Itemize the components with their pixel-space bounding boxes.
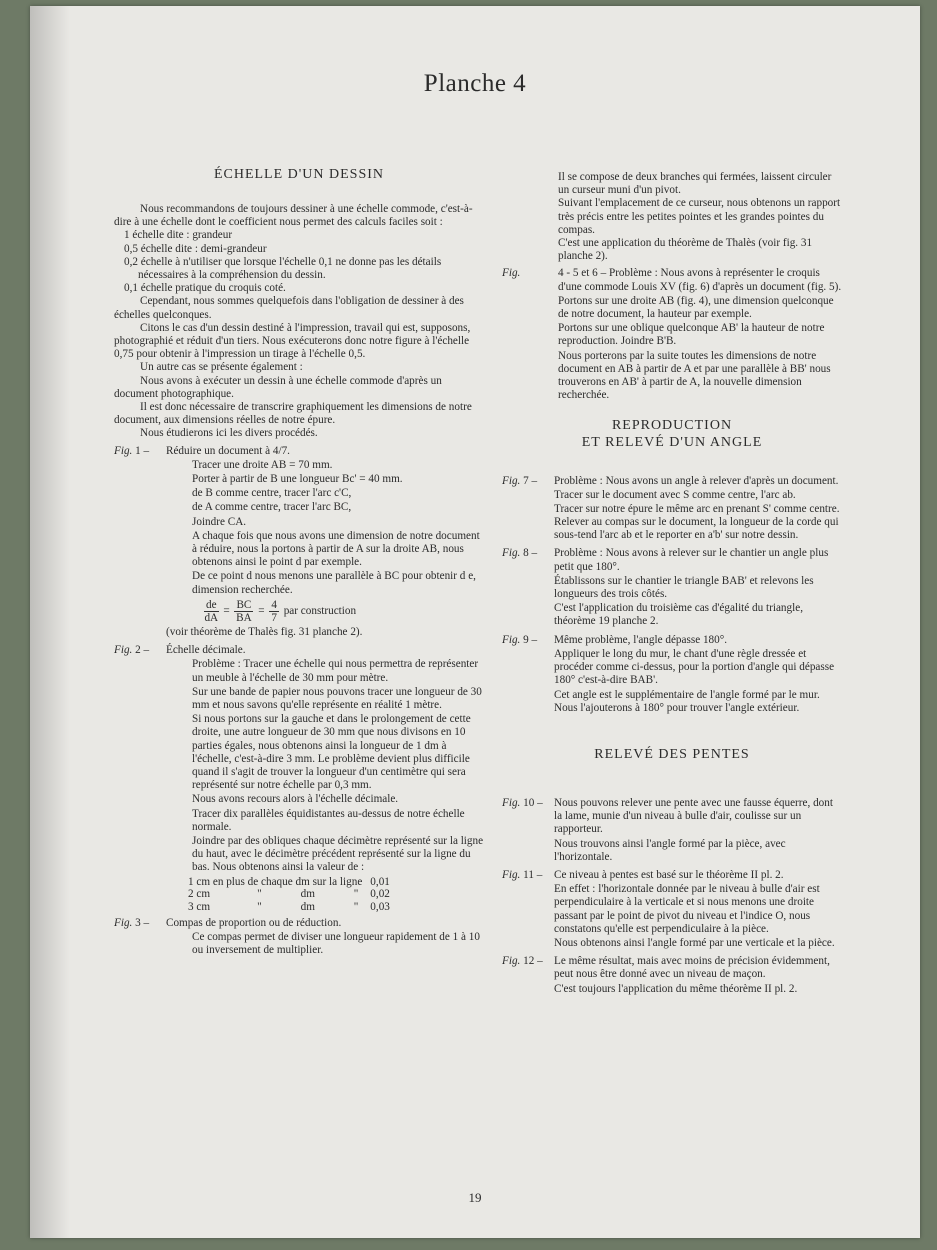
- list-item: 0,5 échelle dite : demi-grandeur: [124, 242, 267, 255]
- paragraph: Il est donc nécessaire de transcrire graphiquement les dimensions de notre document, aux dimensions réelles de notre épure.: [114, 401, 472, 427]
- section-heading-reproduction: [502, 417, 842, 451]
- fig-label: Fig.: [502, 868, 521, 881]
- intro-paragraph: Nous recommandons de toujours dessiner à une échelle commode, c'est-à-dire à une échelle dont le coefficient nous permet des calculs faciles soit :: [114, 203, 473, 229]
- fig-label: Fig.: [502, 475, 521, 488]
- paragraph: C'est toujours l'application du même théorème II pl. 2.: [554, 982, 798, 995]
- frac-den: dA: [204, 611, 219, 624]
- paragraph: Appliquer le long du mur, le chant d'une règle dressée et procéder comme ci-dessus, pour la portion d'angle qui dépasse 180° c'est-à-dire BAB'.: [554, 647, 835, 687]
- fig-label: Fig.: [502, 633, 521, 646]
- table-cell: dm: [300, 900, 315, 913]
- figure-1-block: [114, 445, 484, 640]
- fig-number: 7 –: [523, 475, 538, 488]
- fig-label: Fig.: [502, 955, 521, 968]
- table-cell: 1 cm en plus de chaque dm sur la ligne: [188, 875, 363, 888]
- figure-3-block: [114, 917, 484, 959]
- paragraph: Problème : Tracer une échelle qui nous permettra de représenter un meuble à l'échelle de 30 mm pour mètre.: [192, 658, 479, 684]
- figure-2-block: [114, 644, 484, 913]
- fig-number: 10 –: [523, 796, 543, 809]
- table-row: [184, 876, 394, 889]
- step-line: Porter à partir de B une longueur Bc' = 40 mm.: [192, 473, 403, 486]
- paragraph: Nous avons à exécuter un dessin à une échelle commode d'après un document photographique.: [114, 374, 442, 400]
- fig-heading: Même problème, l'angle dépasse 180°.: [554, 633, 728, 646]
- fig-heading: Le même résultat, mais avec moins de précision évidemment, peut nous être donné avec un niveau de maçon.: [554, 955, 830, 981]
- table-cell: dm: [300, 888, 315, 901]
- table-cell: 0,02: [370, 888, 390, 901]
- table-cell: 2 cm: [188, 888, 211, 901]
- paragraph: Tracer dix parallèles équidistantes au-dessus de notre échelle normale.: [192, 807, 465, 833]
- fig-heading: Nous pouvons relever une pente avec une fausse équerre, dont la lame, munie d'un niveau à bulle d'air, coulisse sur un rapporteur.: [554, 796, 833, 836]
- page-number: 19: [468, 1190, 482, 1205]
- fig-number: 8 –: [523, 547, 538, 560]
- paragraph: Nous trouvons ainsi l'angle formé par la pièce, avec l'horizontale.: [554, 837, 786, 863]
- list-item: 0,2 échelle à n'utiliser que lorsque l'échelle 0,1 ne donne pas les détails nécessaires à la compréhension du dessin.: [124, 255, 442, 282]
- paragraph: Citons le cas d'un dessin destiné à l'impression, travail qui est, supposons, photographié et réduit d'un tiers. Nous exécuterons donc notre figure à l'échelle 0,75 pour obtenir à l'impression un tirage à l'échelle 0,5.: [114, 321, 471, 361]
- fig-label: Fig.: [114, 644, 133, 657]
- paragraph: Nous étudierons ici les divers procédés.: [140, 427, 318, 440]
- frac-den: BA: [236, 611, 252, 624]
- figure-11-block: [502, 869, 842, 951]
- figure-8-block: [502, 547, 842, 629]
- fig-number: 9 –: [523, 633, 538, 646]
- step-line: Tracer une droite AB = 70 mm.: [192, 458, 333, 471]
- paragraph: Tracer sur notre épure le même arc en prenant S' comme centre. Relever au compas sur le document, la longueur de la corde qui sous-tend l'arc ab et le reporter en a'b' sur notre dessin.: [554, 502, 840, 542]
- fig-heading: Problème : Nous avons à relever sur le chantier un angle plus petit que 180°.: [554, 547, 829, 573]
- table-row: [184, 888, 394, 901]
- formula-tail: par construction: [283, 604, 357, 617]
- paragraph: Suivant l'emplacement de ce curseur, nous obtenons un rapport très précis entre les petites pointes et les grandes pointes du compas.: [558, 197, 841, 236]
- frac-num: 4: [271, 598, 277, 611]
- paragraph: Nous porterons par la suite toutes les dimensions de notre document en AB à partir de A et par une parallèle à BB' nous trouverons en AB' à partir de A, la nouvelle dimension recherchée.: [558, 349, 831, 402]
- fig-label: Fig.: [502, 796, 521, 809]
- paragraph: C'est l'application du troisième cas d'égalité du triangle, théorème 19 planche 2.: [554, 602, 803, 628]
- figure-4-5-6-block: [502, 267, 842, 403]
- table-cell: 3 cm: [188, 900, 211, 913]
- table-cell: ": [353, 888, 359, 901]
- paragraph: Cet angle est le supplémentaire de l'angle formé par le mur. Nous l'ajouterons à 180° pour trouver l'angle extérieur.: [554, 688, 820, 714]
- paragraph: Il se compose de deux branches qui fermées, laissent circuler un curseur muni d'un pivot.: [558, 171, 832, 197]
- step-line: Joindre CA.: [192, 515, 247, 528]
- figure-10-block: [502, 797, 842, 865]
- table-row: [184, 901, 394, 914]
- frac-den: 7: [271, 611, 277, 624]
- paragraph: C'est une application du théorème de Thalès (voir fig. 31 planche 2).: [558, 237, 813, 263]
- paragraph: Cependant, nous sommes quelquefois dans l'obligation de dessiner à des échelles quelconques.: [114, 295, 464, 321]
- fig-heading: Réduire un document à 4/7.: [166, 444, 290, 457]
- fig-heading: Compas de proportion ou de réduction.: [166, 917, 342, 930]
- fig-heading: Ce niveau à pentes est basé sur le théorème II pl. 2.: [554, 868, 784, 881]
- list-item: 1 échelle dite : grandeur: [124, 229, 233, 242]
- table-cell: 0,03: [370, 900, 390, 913]
- fig-label: Fig.: [114, 444, 133, 457]
- fig-number: 2 –: [135, 644, 150, 657]
- right-column: [502, 171, 842, 997]
- paragraph: De ce point d nous menons une parallèle à BC pour obtenir d e, dimension recherchée.: [192, 570, 476, 596]
- fig-label: Fig.: [502, 547, 521, 560]
- paragraph: Nous avons recours alors à l'échelle décimale.: [192, 793, 399, 806]
- left-column: [114, 166, 484, 959]
- fig-heading: Échelle décimale.: [166, 644, 246, 657]
- paragraph: En effet : l'horizontale donnée par le niveau à bulle d'air est perpendiculaire à la verticale et si nous menons une droite passant par le point de pivot du niveau et l'indice O, nous constatons qu'elle est perpendiculaire à la pièce.: [554, 883, 820, 935]
- table-cell: 0,01: [370, 875, 390, 888]
- page-title: Planche 4: [423, 70, 527, 97]
- book-page: [30, 6, 920, 1238]
- ratio-formula: $\frac{de}{dA}$ = $\frac{BC}{BA}$ = $\frac{4}{7}$ par construction: [204, 598, 357, 624]
- paragraph: Nous obtenons ainsi l'angle formé par une verticale et la pièce.: [554, 936, 835, 949]
- scale-value-table: [184, 876, 394, 914]
- paragraph: Sur une bande de papier nous pouvons tracer une longueur de 30 mm et nous savons qu'elle représente en réalité 1 mètre.: [192, 685, 482, 711]
- fig-heading: Problème : Nous avons à représenter le croquis d'une commode Louis XV (fig. 6) d'après un document (fig. 5).: [558, 267, 842, 293]
- heading-line: REPRODUCTION: [611, 418, 733, 434]
- fig-number: 1 –: [135, 444, 150, 457]
- figure-12-block: [502, 955, 842, 997]
- paragraph: Joindre par des obliques chaque décimètre représenté sur la ligne du haut, avec le décimètre précédent représenté sur la ligne du bas. Nous obtenons ainsi la valeur de :: [192, 834, 484, 874]
- frac-num: BC: [236, 598, 252, 611]
- section-heading-echelle: ÉCHELLE D'UN DESSIN: [213, 167, 385, 182]
- frac-num: de: [206, 598, 217, 611]
- table-cell: ": [257, 888, 262, 901]
- step-line: de A comme centre, tracer l'arc BC,: [192, 501, 352, 514]
- step-line: de B comme centre, tracer l'arc c'C,: [192, 487, 352, 500]
- fig-label: Fig.: [502, 267, 521, 280]
- section-heading-pentes: RELEVÉ DES PENTES: [594, 746, 750, 762]
- fig-number: 12 –: [523, 955, 543, 968]
- table-cell: ": [257, 900, 262, 913]
- fig-number: 3 –: [135, 917, 150, 930]
- paragraph: Portons sur une droite AB (fig. 4), une dimension quelconque de notre document, la hauteur par exemple.: [558, 294, 834, 321]
- paragraph: Ce compas permet de diviser une longueur rapidement de 1 à 10 ou inversement de multiplier.: [192, 931, 480, 957]
- table-cell: ": [353, 900, 359, 913]
- fig-number: 4 - 5 et 6 –: [558, 267, 607, 280]
- fig-heading: Problème : Nous avons un angle à relever d'après un document. Tracer sur le document avec S comme centre, l'arc ab.: [554, 475, 839, 501]
- paragraph: Un autre cas se présente également :: [140, 361, 303, 374]
- paragraph: A chaque fois que nous avons une dimension de notre document à réduire, nous la portons à partir de A sur la droite AB, nous obtenons ainsi le point d par exemple.: [192, 529, 480, 569]
- paragraph: Portons sur une oblique quelconque AB' la hauteur de notre reproduction. Joindre B'B.: [558, 322, 825, 348]
- figure-9-block: [502, 634, 842, 716]
- heading-line: ET RELEVÉ D'UN ANGLE: [581, 435, 763, 451]
- reference: (voir théorème de Thalès fig. 31 planche 2).: [166, 625, 363, 638]
- fig-number: 11 –: [523, 868, 543, 881]
- paragraph: Si nous portons sur la gauche et dans le prolongement de cette droite, une autre longueur de 30 mm que nous divisons en 10 parties égales, nous obtenons ainsi la longueur de 1 dm à l'échelle, c'est-à-dire 3 mm. Le problème devient plus difficile quand il s'agit de trouver la longueur d'un centimètre qui sera représenté sur notre échelle par 0,3 mm.: [192, 713, 471, 792]
- list-item: 0,1 échelle pratique du croquis coté.: [124, 282, 286, 295]
- fig-label: Fig.: [114, 917, 133, 930]
- paragraph: Établissons sur le chantier le triangle BAB' et relevons les longueurs des trois côtés.: [554, 574, 814, 601]
- figure-7-block: [502, 475, 842, 543]
